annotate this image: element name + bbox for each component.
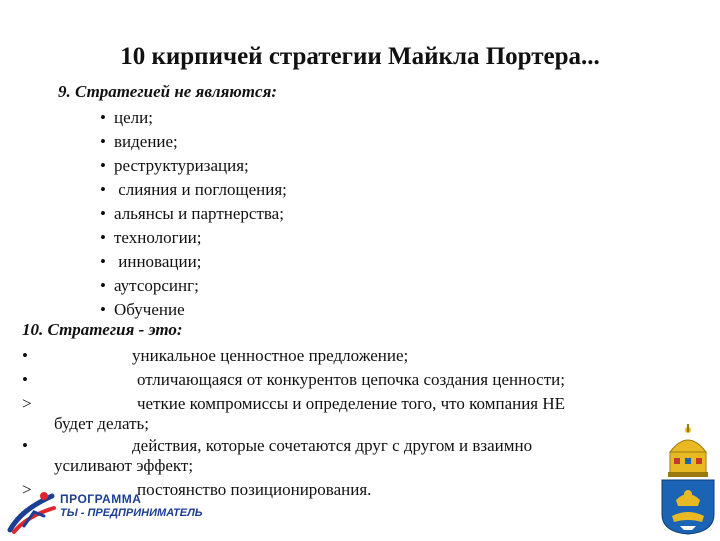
runner-icon	[4, 486, 64, 536]
section-10-heading: 10. Стратегия - это:	[22, 320, 183, 339]
bullet: •	[100, 108, 106, 127]
section-9-list	[100, 106, 287, 322]
section-9-heading: 9. Стратегией не являются:	[58, 82, 277, 101]
programme-logo	[4, 486, 204, 536]
bullet: •	[22, 346, 28, 365]
page-title: 10 кирпичей стратегии Майкла Портера...	[120, 43, 600, 70]
list-item: • Обучение	[100, 298, 287, 322]
bullet: >	[22, 394, 32, 413]
list-item: • инновации;	[100, 250, 287, 274]
list-item: • действия, которые сочетаются друг с другом и взаимно усиливают эффект;	[22, 436, 533, 475]
list-item: • аутсорсинг;	[100, 274, 287, 298]
bullet: •	[100, 156, 106, 175]
coat-of-arms-icon	[658, 422, 718, 536]
list-item: • цели;	[100, 106, 287, 130]
bullet: •	[100, 228, 106, 247]
bullet: •	[100, 276, 106, 295]
list-item: • альянсы и партнерства;	[100, 202, 287, 226]
list-item: > четкие компромиссы и определение того, что компания НЕ будет делать;	[22, 394, 566, 433]
list-item: • отличающаяся от конкурентов цепочка создания ценности;	[22, 370, 565, 389]
bullet: •	[100, 204, 106, 223]
list-item: • видение;	[100, 130, 287, 154]
logo-text-entrepreneur: ТЫ - ПРЕДПРИНИМАТЕЛЬ	[60, 507, 203, 519]
list-item: • реструктуризация;	[100, 154, 287, 178]
list-item: > постоянство позиционирования.	[22, 480, 372, 499]
list-item: • технологии;	[100, 226, 287, 250]
bullet: •	[22, 370, 28, 389]
list-item: • уникальное ценностное предложение;	[22, 346, 409, 365]
list-item: • слияния и поглощения;	[100, 178, 287, 202]
bullet: >	[22, 480, 32, 499]
bullet: •	[100, 180, 106, 199]
logo-text-programme: ПРОГРАММА	[60, 492, 142, 506]
bullet: •	[22, 436, 28, 455]
bullet: •	[100, 132, 106, 151]
bullet: •	[100, 252, 106, 271]
bullet: •	[100, 300, 106, 319]
